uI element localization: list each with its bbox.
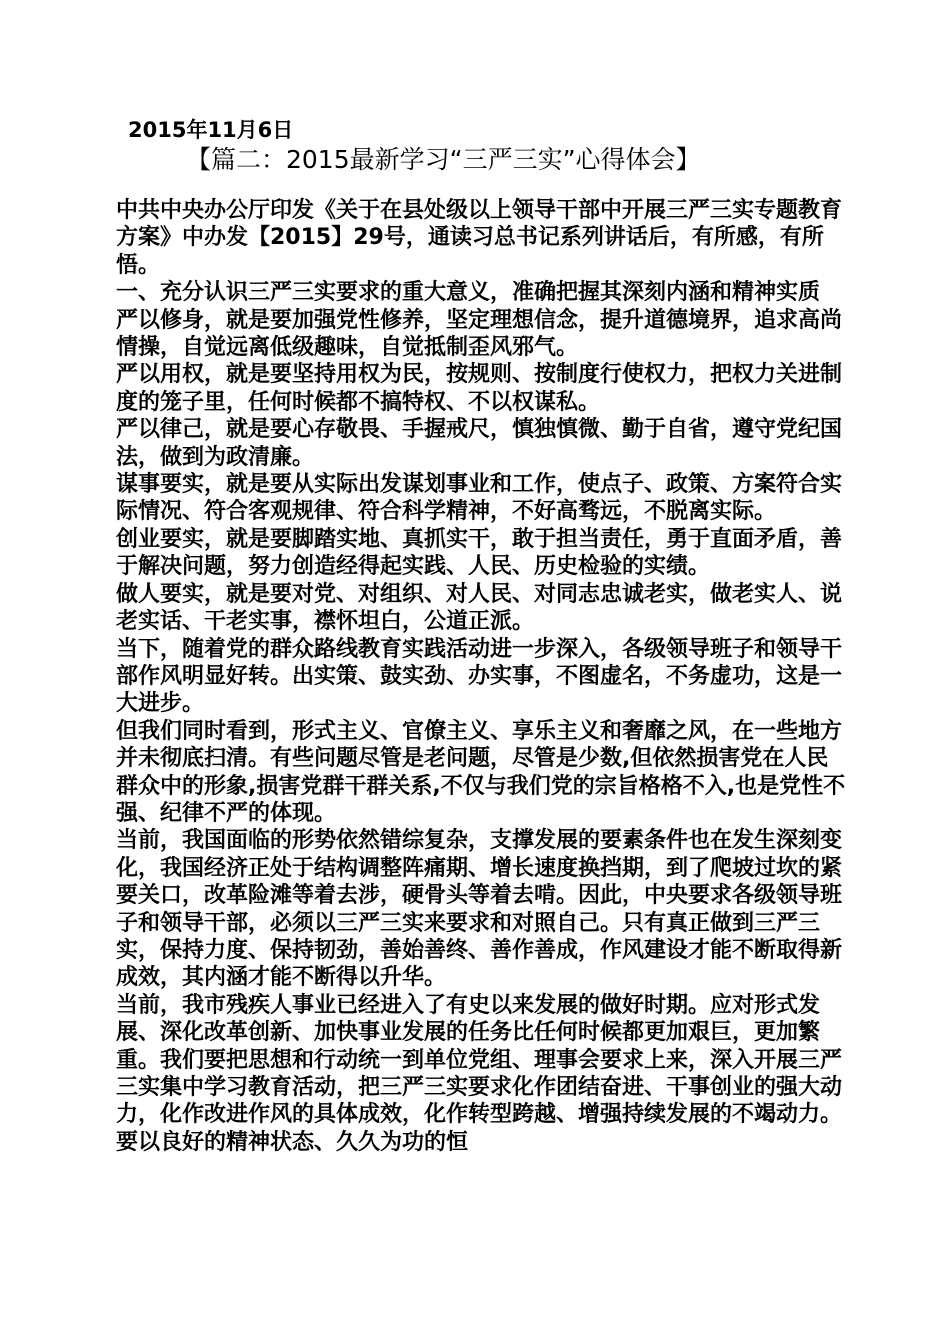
article-title: 【篇二：2015最新学习“三严三实”心得体会】 (186, 145, 701, 174)
paragraph-local-work: 当前，我市残疾人事业已经进入了有史以来发展的做好时期。应对形式发展、深化改革创新、加快事业发展的任务比任何时候都更加艰巨，更加繁重。我们要把思想和行动统一到单位党组、理事会要求上来，深入开展三严三实集中学习教育活动，把三严三实要求化作团结奋进、干事创业的强大动力，化作改进作风的具体成效，化作转型跨越、增强持续发展的不竭动力。要以良好的精神状态、久久为功的恒 (116, 992, 843, 1155)
article-body (116, 197, 846, 1156)
paragraph-intro: 中共中央办公厅印发《关于在县处级以上领导干部中开展三严三实专题教育方案》中办发【2015】29号，通读习总书记系列讲话后，有所感，有所悟。 (116, 198, 843, 278)
paragraph-practical-entrepreneurship: 创业要实，就是要脚踏实地、真抓实干，敢于担当责任，勇于直面矛盾，善于解决问题，努力创造经得起实践、人民、历史检验的实绩。 (116, 526, 843, 580)
paragraph-practical-conduct: 做人要实，就是要对党、对组织、对人民、对同志忠诚老实，做老实人、说老实话、干老实事，襟怀坦白，公道正派。 (116, 581, 843, 635)
section-heading-one: 一、充分认识三严三实要求的重大意义，准确把握其深刻内涵和精神实质 (116, 280, 821, 306)
paragraph-practical-planning: 谋事要实，就是要从实际出发谋划事业和工作，使点子、政策、方案符合实际情况、符合客观规律、符合科学精神，不好高骛远，不脱离实际。 (116, 472, 843, 525)
paragraph-strict-self-cultivation: 严以修身，就是要加强党性修养，坚定理想信念，提升道德境界，追求高尚情操，自觉远离低级趣味，自觉抵制歪风邪气。 (116, 307, 843, 361)
paragraph-remaining-problems: 但我们同时看到，形式主义、官僚主义、享乐主义和奢靡之风，在一些地方并未彻底扫清。有些问题尽管是老问题，尽管是少数,但依然损害党在人民群众中的形象,损害党群干群关系,不仅与我们党的宗旨格格不入,也是党性不强、纪律不严的体现。 (116, 718, 846, 826)
paragraph-current-progress: 当下，随着党的群众路线教育实践活动进一步深入，各级领导班子和领导干部作风明显好转。出实策、鼓实劲、办实事，不图虚名，不务虚功，这是一大进步。 (116, 636, 843, 717)
paragraph-current-situation: 当前，我国面临的形势依然错综复杂，支撑发展的要素条件也在发生深刻变化，我国经济正处于结构调整阵痛期、增长速度换挡期，到了爬坡过坎的紧要关口，改革险滩等着去涉，硬骨头等着去啃。因此，中央要求各级领导班子和领导干部，必须以三严三实来要求和对照自己。只有真正做到三严三实，保持力度、保持韧劲，善始善终、善作善成，作风建设才能不断取得新成效，其内涵才能不断得以升华。 (116, 828, 843, 991)
paragraph-strict-self-discipline: 严以律己，就是要心存敬畏、手握戒尺，慎独慎微、勤于自省，遵守党纪国法，做到为政清廉。 (116, 417, 843, 470)
paragraph-strict-use-of-power: 严以用权，就是要坚持用权为民，按规则、按制度行使权力，把权力关进制度的笼子里，任何时候都不搞特权、不以权谋私。 (116, 362, 843, 415)
document-date: 2015年11月6日 (128, 118, 294, 142)
